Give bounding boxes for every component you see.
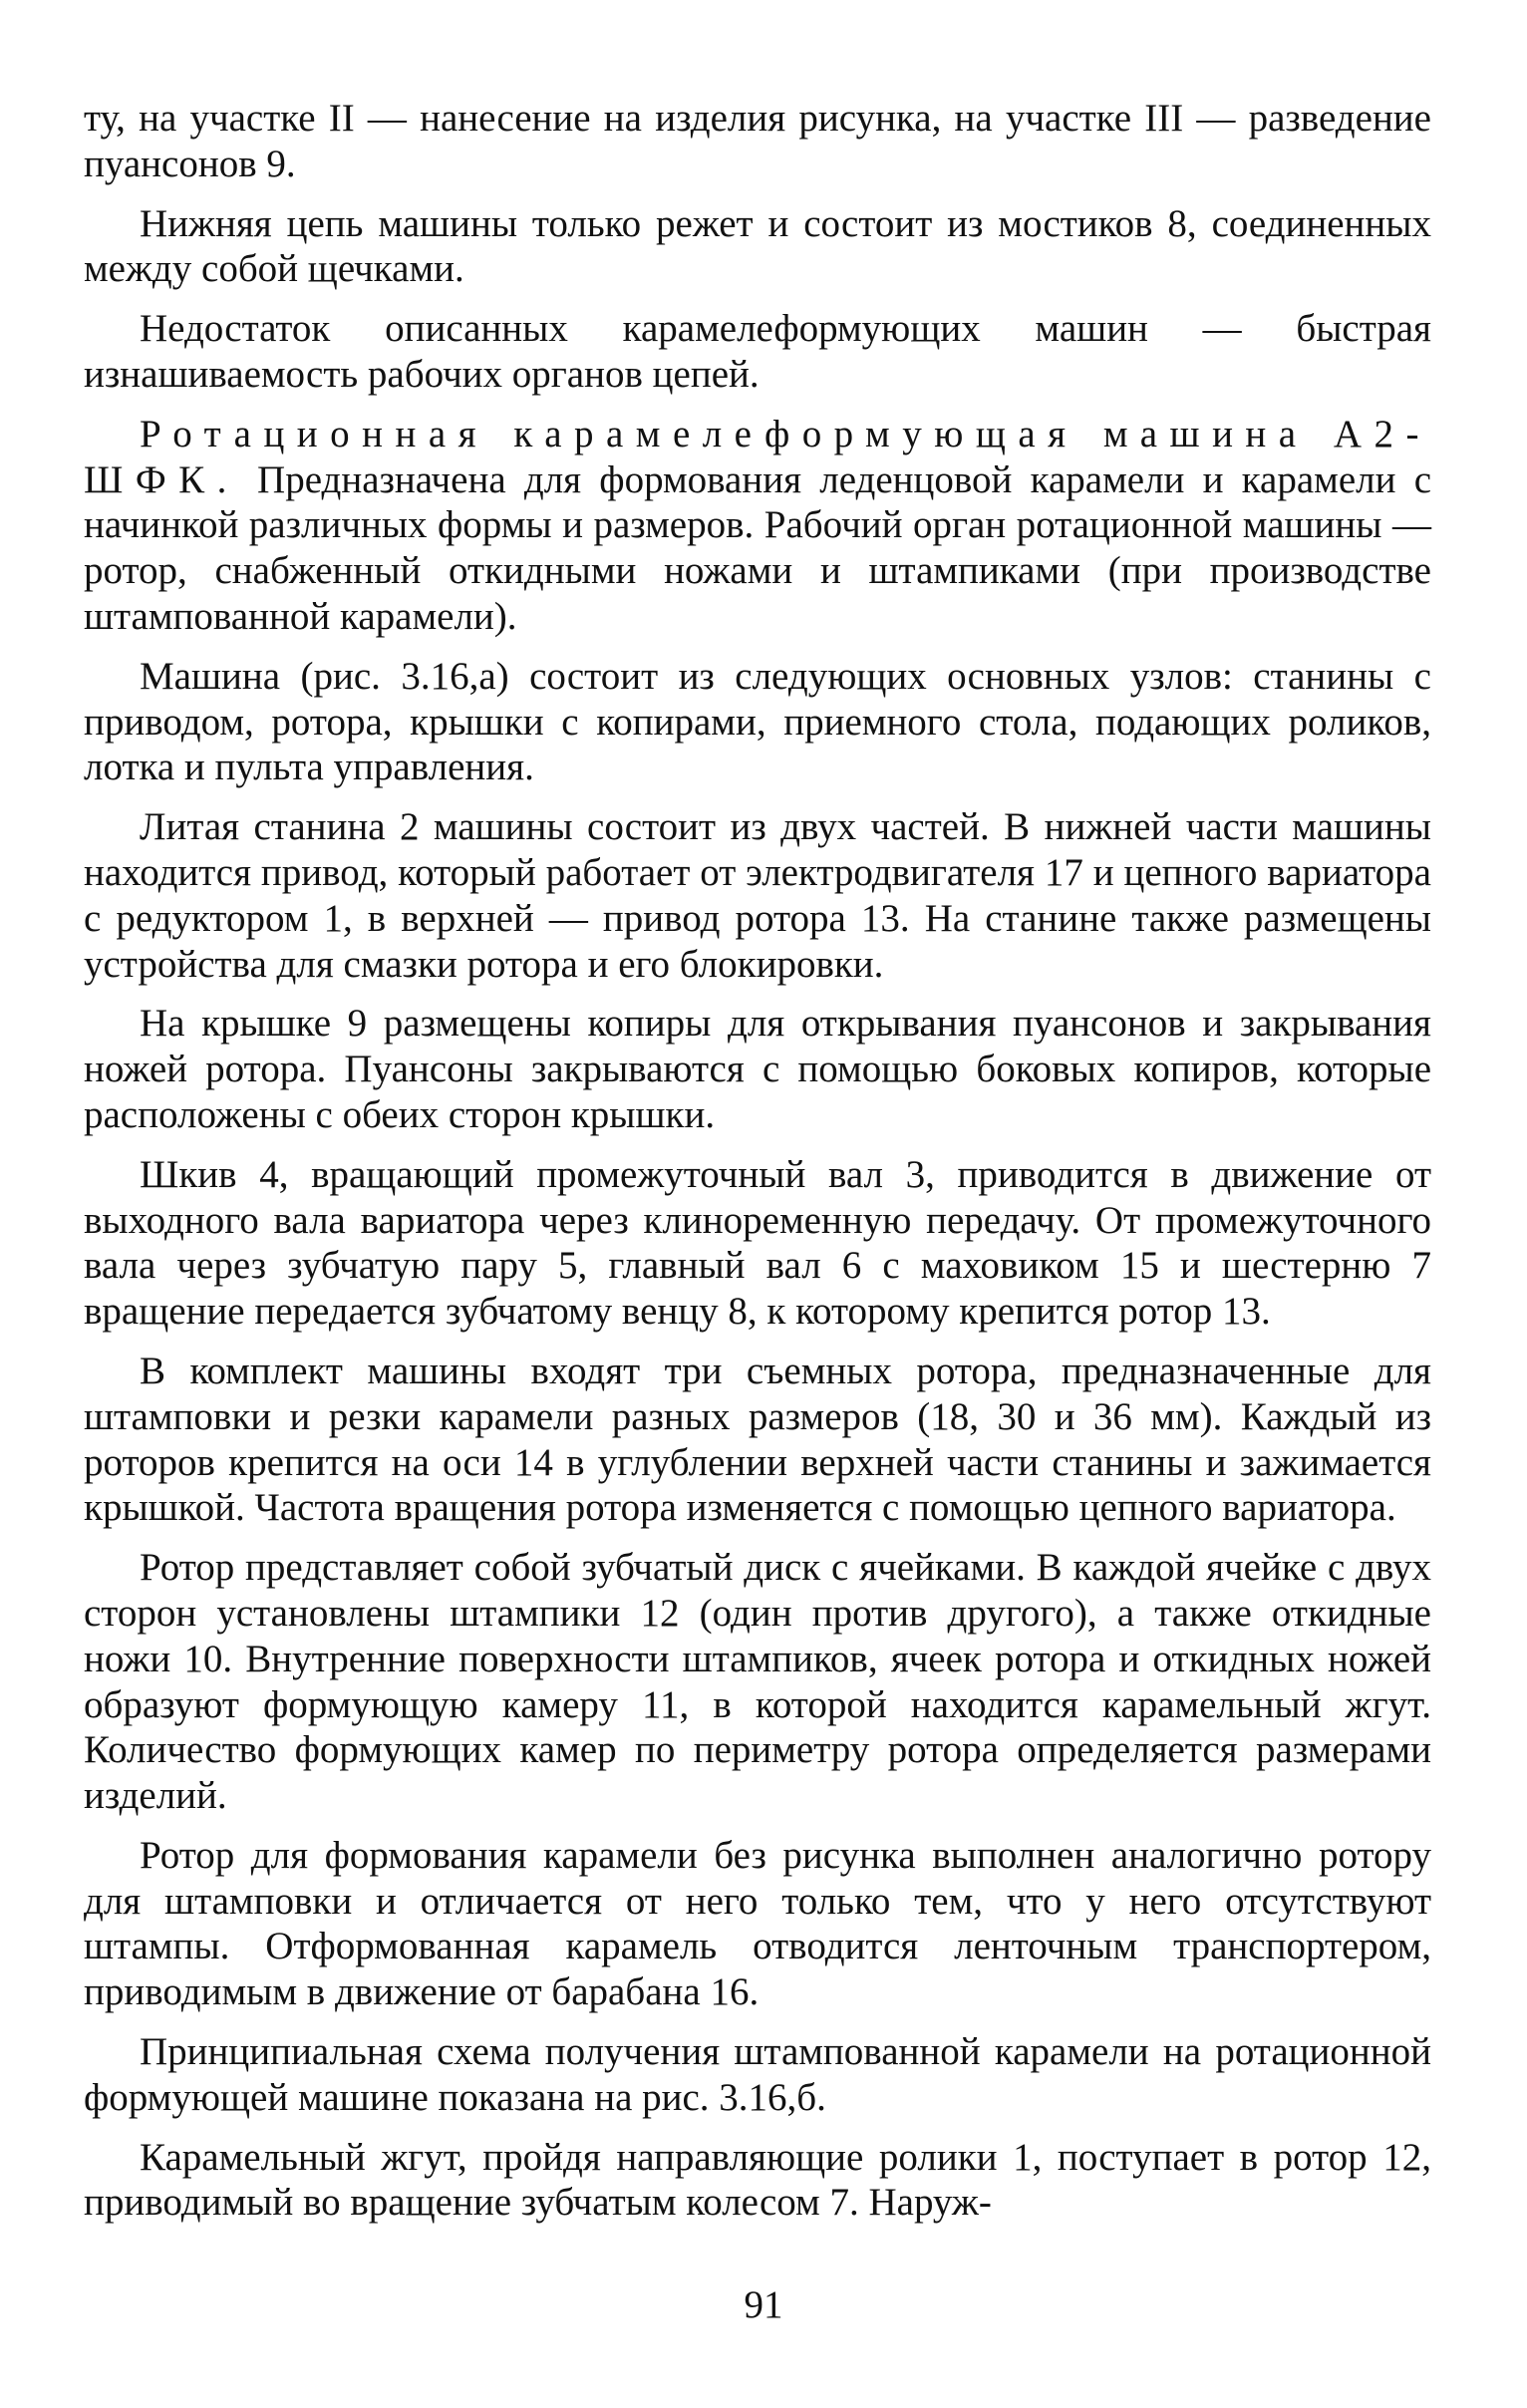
paragraph: Литая станина 2 машины состоит из двух частей. В нижней части машины находится привод, который работает от электродвигателя 17 и цепного вариатора с редуктором 1, в верхней — привод ротора 13. На станине также размещены устройства для смазки ротора и его блокировки.	[84, 805, 1431, 986]
paragraph	[84, 412, 1431, 640]
paragraph: Машина (рис. 3.16,а) состоит из следующих основных узлов: станины с приводом, ротора, крышки с копирами, приемного стола, подающих роликов, лотка и пульта управления.	[84, 654, 1431, 789]
paragraph: Ротор представляет собой зубчатый диск с ячейками. В каждой ячейке с двух сторон установлены штампики 12 (один против другого), а также откидные ножи 10. Внутренние поверхности штампиков, ячеек ротора и откидных ножей образуют формующую камеру 11, в которой находится карамельный жгут. Количество формующих камер по периметру ротора определяется размерами изделий.	[84, 1546, 1431, 1818]
paragraph-text: Предназначена для формования леденцовой карамели и карамели с начинкой различных формы и размеров. Рабочий орган ротационной машины — ротор, снабженный откидными ножами и штампиками (при производстве штампованной карамели).	[84, 457, 1431, 638]
section-heading: Ротационная карамелеформующая машина А2-ШФК.	[84, 412, 1431, 501]
paragraph: Недостаток описанных карамелеформующих машин — быстрая изнашиваемость рабочих органов цепей.	[84, 307, 1431, 396]
page-number: 91	[744, 2283, 783, 2326]
paragraph: Шкив 4, вращающий промежуточный вал 3, приводится в движение от выходного вала вариатора через клиноременную передачу. От промежуточного вала через зубчатую пару 5, главный вал 6 с маховиком 15 и шестерню 7 вращение передается зубчатому венцу 8, к которому крепится ротор 13.	[84, 1152, 1431, 1334]
paragraph: ту, на участке II — нанесение на изделия рисунка, на участке III — разведение пуансонов 9.	[84, 97, 1431, 185]
page-body	[84, 96, 1431, 2226]
paragraph: Ротор для формования карамели без рисунка выполнен аналогично ротору для штамповки и отличается от него только тем, что у него отсутствуют штампы. Отформованная карамель отводится ленточным транспортером, приводимым в движение от барабана 16.	[84, 1833, 1431, 2014]
paragraph: Принципиальная схема получения штампованной карамели на ротационной формующей машине показана на рис. 3.16,б.	[84, 2030, 1431, 2119]
paragraph: Нижняя цепь машины только режет и состоит из мостиков 8, соединенных между собой щечками.	[84, 201, 1431, 291]
paragraph: Карамельный жгут, пройдя направляющие ролики 1, поступает в ротор 12, приводимый во вращение зубчатым колесом 7. Наруж-	[84, 2135, 1431, 2225]
paragraph: В комплект машины входят три съемных ротора, предназначенные для штамповки и резки карамели разных размеров (18, 30 и 36 мм). Каждый из роторов крепится на оси 14 в углублении верхней части станины и зажимается крышкой. Частота вращения ротора изменяется с помощью цепного вариатора.	[84, 1349, 1431, 1530]
paragraph: На крышке 9 размещены копиры для открывания пуансонов и закрывания ножей ротора. Пуансоны закрываются с помощью боковых копиров, которые расположены с обеих сторон крышки.	[84, 1002, 1431, 1136]
